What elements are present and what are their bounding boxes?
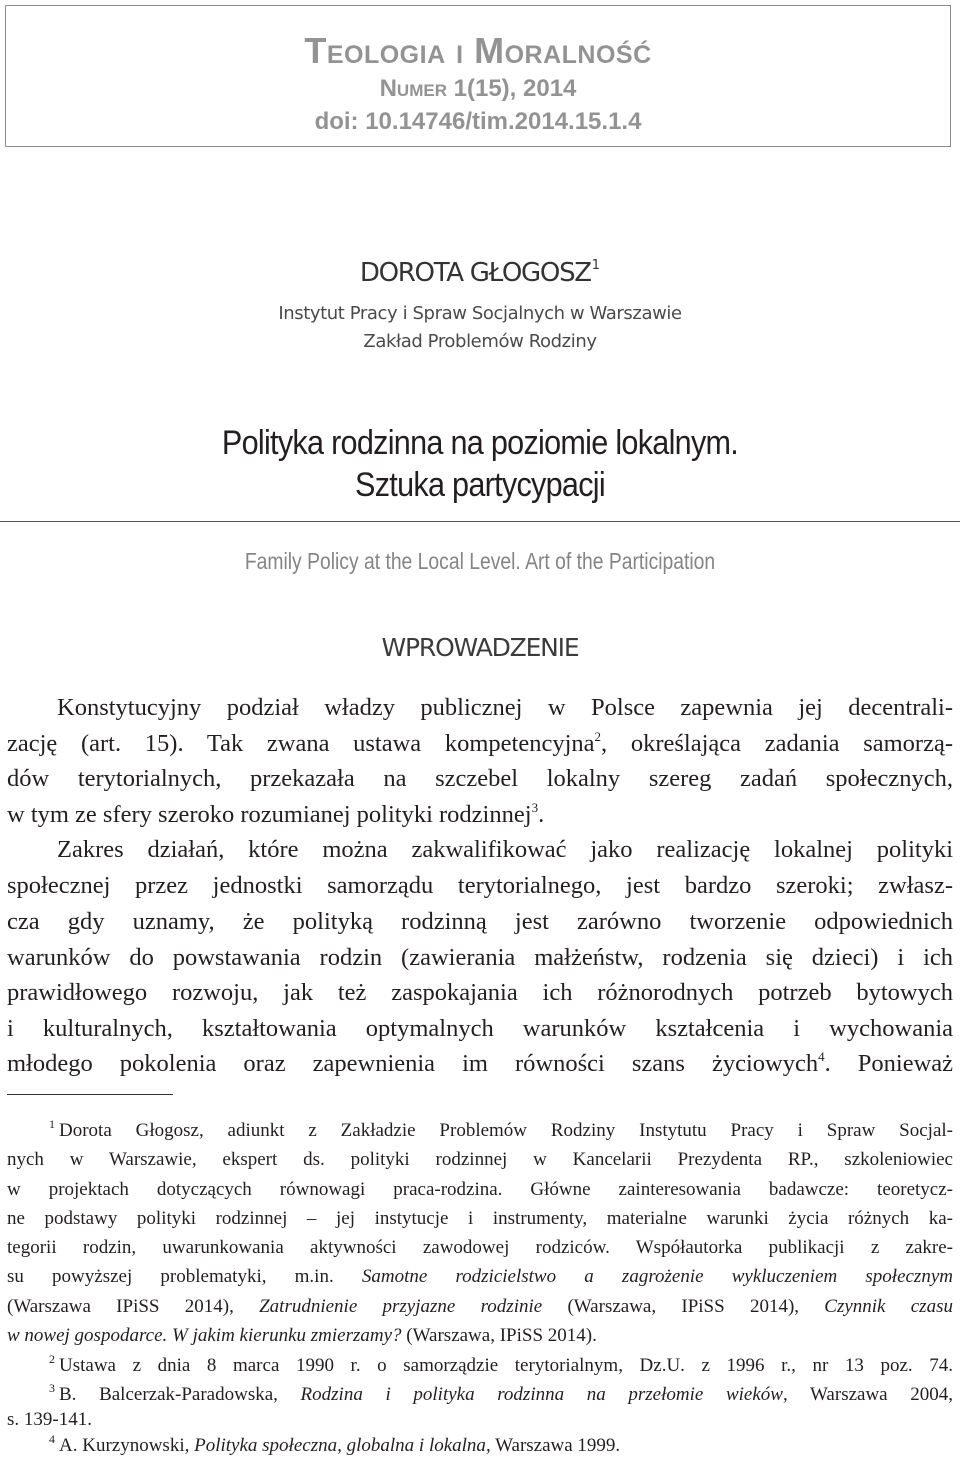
footnote-1-part: su powyższej problematyki, m.in. — [7, 1266, 362, 1287]
footnote-3 — [49, 1383, 953, 1407]
footnote-1 — [49, 1119, 953, 1143]
footnote-2 — [49, 1354, 953, 1378]
body-line-part: w tym ze sfery szeroko rozumianej polityki rodzinnej — [7, 801, 532, 828]
paper-title-line-2: Sztuka partycypacji — [355, 466, 605, 504]
body-line — [7, 1014, 953, 1044]
footnote-line-text — [49, 1434, 620, 1458]
footnote-1-cited-title: Zatrudnienie przyjazne rodzinie — [259, 1296, 543, 1317]
body-line — [7, 943, 953, 973]
footnote-line — [7, 1236, 953, 1260]
footnote-1-line-1: Dorota Głogosz, adiunkt z Zakładzie Problemów Rodziny Instytutu Pracy i Spraw Socjal- — [59, 1120, 953, 1141]
journal-issue-text: Numer 1(15), 2014 — [379, 75, 577, 102]
author-affiliation-department: Zakład Problemów Rodziny — [363, 331, 597, 352]
author-name-text: DOROTA GŁOGOSZ — [359, 258, 591, 288]
footnote-1-line-2: nych w Warszawie, ekspert ds. polityki rodzinnej w Kancelarii Prezydenta RP., szkoleniowiec — [7, 1149, 953, 1170]
footnote-4-part: A. Kurzynowski, — [59, 1435, 195, 1456]
english-title: Family Policy at the Local Level. Art of the Participation — [244, 548, 716, 574]
body-line-part: . Ponieważ — [824, 1050, 954, 1077]
footnote-line-text — [7, 1295, 953, 1319]
body-line — [7, 800, 953, 830]
footnote-line-text — [49, 1383, 953, 1407]
footnote-1-line-4: ne podstawy polityki rodzinnej – jej instytucje i instrumenty, materialne warunki życia różnych ka- — [7, 1208, 953, 1229]
body-line-part: . — [538, 801, 545, 828]
author-footnote-mark[interactable]: 1 — [591, 258, 601, 273]
footnote-2-mark: 2 — [49, 1352, 55, 1366]
body-line-text — [7, 729, 953, 759]
body-line — [57, 693, 953, 723]
footnote-4 — [49, 1434, 953, 1458]
title-divider — [0, 521, 960, 522]
footnote-2-text: Ustawa z dnia 8 marca 1990 r. o samorządzie terytorialnym, Dz.U. z 1996 r., nr 13 poz. 74. — [59, 1355, 953, 1376]
body-line-part: zację (art. 15). Tak zwana ustawa kompetencyjna — [7, 730, 595, 757]
footnote-1-mark: 1 — [49, 1117, 55, 1131]
footnote-4-cited-title: Polityka społeczna, globalna i lokalna — [194, 1435, 486, 1456]
body-line — [7, 1049, 953, 1079]
author-name — [0, 258, 960, 288]
footnote-line-text — [7, 1324, 597, 1348]
journal-title — [6, 30, 950, 72]
footnote-1-part: (Warszawa, IPiSS 2014), — [542, 1296, 825, 1317]
footnote-line-text — [7, 1265, 953, 1289]
footnote-1-cited-title: w nowej gospodarce. W jakim kierunku zmierzamy? — [7, 1325, 402, 1346]
body-line-text: Zakres działań, które można zakwalifikować jako realizację lokalnej polityki — [57, 836, 953, 863]
footnote-3-part: , Warszawa 2004, — [782, 1384, 953, 1405]
footnote-line-text — [49, 1354, 953, 1378]
body-line — [7, 978, 953, 1008]
body-line — [7, 907, 953, 937]
footnote-1-line-5: tegorii rodzin, uwarunkowania aktywności zawodowej rodziców. Współautorka publikacji z zakre- — [7, 1237, 953, 1258]
footnote-ref-4[interactable]: 4 — [818, 1049, 825, 1064]
footnote-3-pages: s. 139-141. — [7, 1409, 92, 1430]
footnote-1-cited-title: Czynnik czasu — [824, 1296, 953, 1317]
body-line-part: , określająca zadania samorzą- — [601, 730, 953, 757]
footnote-line-text — [49, 1119, 953, 1143]
body-line — [7, 764, 953, 794]
footnote-4-part: , Warszawa 1999. — [485, 1435, 621, 1456]
footnote-3-part: B. Balcerzak-Paradowska, — [59, 1384, 301, 1405]
footnote-1-part: (Warszawa IPiSS 2014), — [7, 1296, 260, 1317]
footnote-line — [7, 1178, 953, 1202]
journal-doi[interactable] — [6, 108, 950, 136]
body-line — [7, 871, 953, 901]
footnote-ref-3[interactable]: 3 — [531, 800, 539, 815]
footnote-line — [7, 1207, 953, 1231]
footnote-1-line-3: w projektach dotyczących równowagi praca-rodzina. Główne zainteresowania badawcze: teoretycz- — [7, 1179, 953, 1200]
journal-issue-number — [6, 75, 950, 103]
body-line-text: i kulturalnych, kształtowania optymalnych warunków kształcenia i wychowania — [7, 1015, 953, 1042]
body-line-text — [7, 800, 544, 830]
body-line-text: cza gdy uznamy, że polityką rodzinną jest zarówno tworzenie odpowiednich — [7, 908, 953, 935]
footnote-line — [7, 1265, 953, 1289]
body-line-part: młodego pokolenia oraz zapewnienia im równości szans życiowych — [7, 1050, 819, 1077]
journal-doi-text[interactable]: doi: 10.14746/tim.2014.15.1.4 — [314, 108, 642, 135]
footnote-3-mark: 3 — [49, 1381, 55, 1395]
body-line — [7, 729, 953, 759]
body-line-text: społecznej przez jednostki samorządu terytorialnego, jest bardzo szeroki; zwłasz- — [7, 872, 953, 899]
section-heading-introduction: WPROWADZENIE — [381, 633, 579, 662]
footnote-separator — [7, 1094, 173, 1095]
body-line-text — [7, 1049, 953, 1079]
footnote-line — [7, 1324, 953, 1348]
footnote-3-cited-title: Rodzina i polityka rodzinna na przełomie wieków — [300, 1384, 783, 1405]
footnote-1-part: (Warszawa, IPiSS 2014). — [401, 1325, 597, 1346]
author-affiliation-institute: Instytut Pracy i Spraw Socjalnych w Warszawie — [278, 303, 682, 324]
body-line — [57, 835, 953, 865]
footnote-line — [7, 1408, 953, 1432]
journal-header-box — [5, 5, 951, 147]
footnote-ref-2[interactable]: 2 — [594, 729, 602, 744]
body-line-text: dów terytorialnych, przekazała na szczebel lokalny szereg zadań społecznych, — [7, 765, 953, 792]
footnote-line — [7, 1295, 953, 1319]
body-line-text: Konstytucyjny podział władzy publicznej w Polsce zapewnia jej decentrali- — [57, 694, 953, 721]
body-line-text: warunków do powstawania rodzin (zawierania małżeństw, rodzenia się dzieci) i ich — [7, 944, 953, 971]
footnote-line — [7, 1148, 953, 1172]
journal-title-text: Teologia i Moralność — [304, 30, 652, 71]
body-line-text: prawidłowego rozwoju, jak też zaspokajania ich różnorodnych potrzeb bytowych — [7, 979, 953, 1006]
footnote-1-cited-title: Samotne rodzicielstwo a zagrożenie wykluczeniem społecznym — [361, 1266, 953, 1287]
paper-title-line-1: Polityka rodzinna na poziomie lokalnym. — [221, 424, 739, 462]
footnote-4-mark: 4 — [49, 1432, 55, 1446]
